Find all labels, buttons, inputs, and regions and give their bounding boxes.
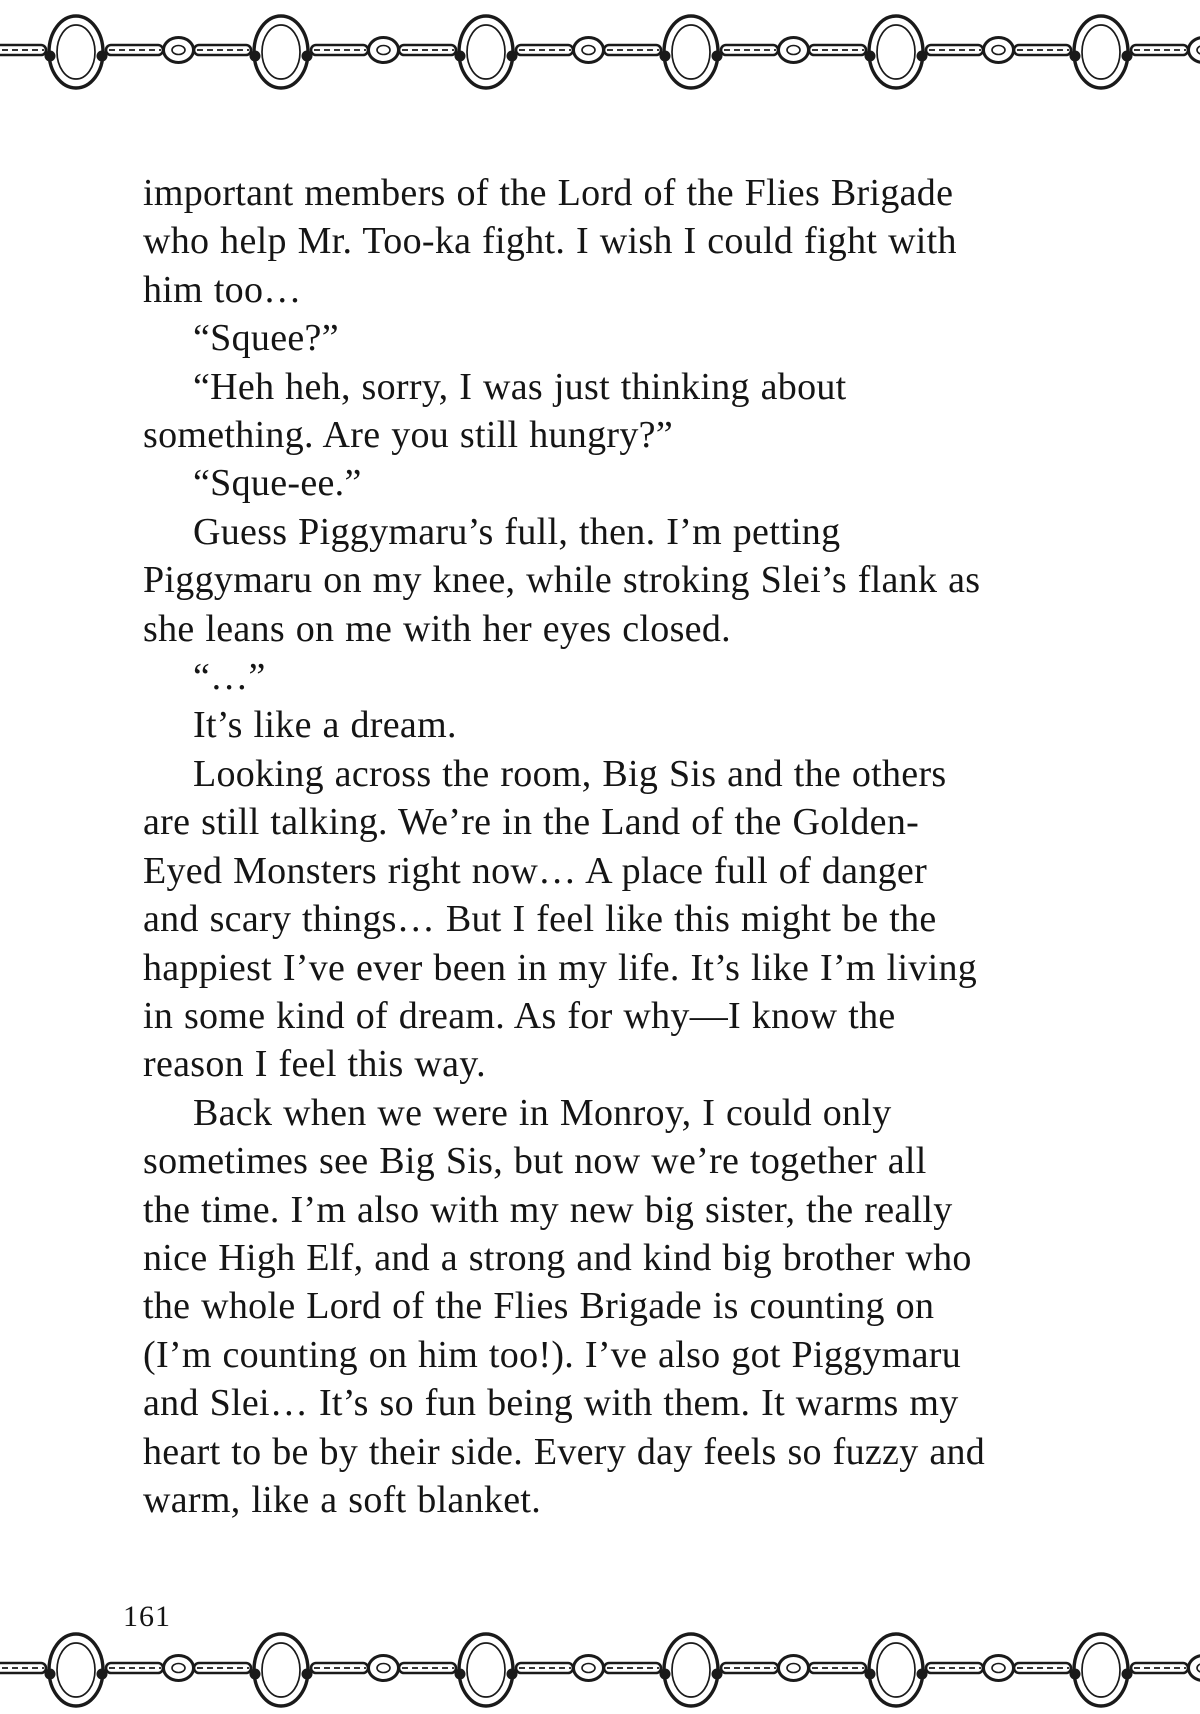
text-line: It’s like a dream.	[193, 704, 457, 747]
text-line: the whole Lord of the Flies Brigade is counting on	[143, 1285, 935, 1328]
text-line: nice High Elf, and a strong and kind big brother who	[143, 1236, 972, 1279]
text-line: happiest I’ve ever been in my life. It’s like I’m living	[143, 946, 978, 989]
text-line: Piggymaru on my knee, while stroking Slei’s flank as	[143, 559, 981, 602]
text-line: “Squee?”	[193, 317, 339, 360]
text-line: (I’m counting on him too!). I’ve also got Piggymaru	[143, 1333, 961, 1376]
text-line: Eyed Monsters right now… A place full of danger	[143, 849, 928, 892]
text-line: “Sque-ee.”	[193, 462, 362, 505]
page-text	[143, 169, 1043, 1524]
text-line: sometimes see Big Sis, but now we’re together all	[143, 1140, 927, 1183]
text-line: are still talking. We’re in the Land of the Golden-	[143, 801, 920, 844]
text-line: heart to be by their side. Every day feels so fuzzy and	[143, 1430, 986, 1473]
text-line: who help Mr. Too-ka fight. I wish I could fight with	[143, 220, 957, 263]
bottom-chain-border	[0, 1624, 1200, 1714]
text-line: reason I feel this way.	[143, 1043, 486, 1086]
page-number: 161	[123, 1600, 171, 1633]
text-line: “Heh heh, sorry, I was just thinking about	[193, 365, 847, 408]
chain-border-image	[0, 6, 1200, 96]
text-line: something. Are you still hungry?”	[143, 414, 673, 457]
text-line: Looking across the room, Big Sis and the others	[193, 752, 947, 795]
chain-border-image	[0, 1624, 1200, 1714]
text-line: warm, like a soft blanket.	[143, 1478, 542, 1521]
top-chain-border	[0, 6, 1200, 96]
text-line: Guess Piggymaru’s full, then. I’m petting	[193, 510, 841, 553]
text-line: she leans on me with her eyes closed.	[143, 607, 731, 650]
text-line: him too…	[143, 268, 302, 311]
text-lines	[143, 169, 1043, 1524]
text-line: “…”	[193, 656, 266, 699]
text-line: in some kind of dream. As for why—I know the	[143, 994, 896, 1037]
text-line: Back when we were in Monroy, I could only	[193, 1091, 892, 1134]
text-line: and Slei… It’s so fun being with them. It warms my	[143, 1382, 959, 1425]
text-line: and scary things… But I feel like this might be the	[143, 898, 937, 941]
text-line: the time. I’m also with my new big sister, the really	[143, 1188, 953, 1231]
text-line: important members of the Lord of the Flies Brigade	[143, 172, 954, 214]
